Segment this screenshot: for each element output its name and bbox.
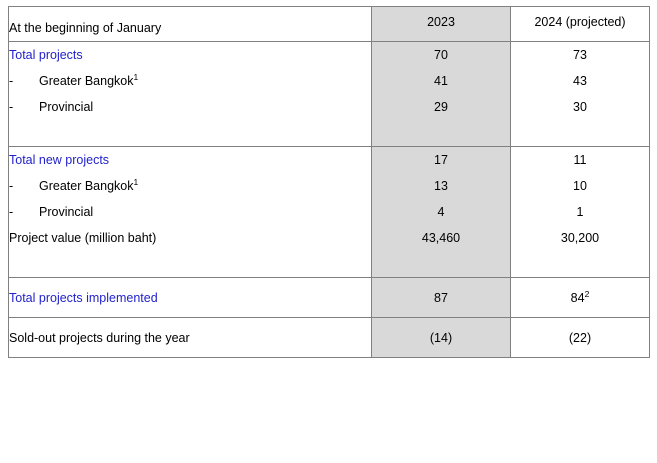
row-value-2024: 73: [511, 42, 650, 69]
row-value-2024-text: 84: [570, 290, 585, 305]
row-value-2024: (22): [511, 318, 650, 358]
row-bullet-dash: -: [9, 205, 14, 219]
row-value-2024: 30: [511, 94, 650, 120]
row-value-2023: (14): [372, 318, 511, 358]
table-row: [9, 173, 650, 199]
row-footnote-marker: 1: [133, 71, 139, 82]
group-spacer-row: [9, 251, 650, 278]
row-label: Project value (million baht): [9, 225, 372, 251]
row-value-2023: 4: [372, 199, 511, 225]
spacer-cell-2023: [372, 120, 511, 147]
row-footnote-marker: 2: [584, 288, 590, 299]
row-value-2024: 10: [511, 173, 650, 199]
table-row: [9, 94, 650, 120]
row-label: Total projects: [9, 48, 83, 62]
table-row: [9, 147, 650, 174]
row-value-2023: 70: [372, 42, 511, 69]
row-value-2024: 30,200: [511, 225, 650, 251]
table-row: [9, 199, 650, 225]
row-footnote-marker: 1: [133, 176, 139, 187]
row-label: Greater Bangkok: [39, 179, 134, 193]
spacer-cell-label: [9, 120, 372, 147]
row-value-2024: [511, 278, 650, 318]
table-row: [9, 42, 650, 69]
row-label: Greater Bangkok: [39, 74, 134, 88]
table-row: [9, 278, 650, 318]
header-cell-2023: 2023: [372, 7, 511, 42]
row-label: Total projects implemented: [9, 290, 158, 305]
row-value-2023: 41: [372, 68, 511, 94]
row-bullet-dash: -: [9, 100, 14, 114]
projects-table: [8, 6, 650, 358]
table-row: [9, 225, 650, 251]
row-value-2023: 13: [372, 173, 511, 199]
row-value-2023: 17: [372, 147, 511, 174]
row-value-2024: 43: [511, 68, 650, 94]
row-value-2023: 87: [372, 278, 511, 318]
row-value-2023: 43,460: [372, 225, 511, 251]
table-header-row: [9, 7, 650, 42]
row-label: Total new projects: [9, 153, 110, 167]
row-label: Sold-out projects during the year: [9, 318, 372, 358]
header-cell-2024: 2024 (projected): [511, 7, 650, 42]
spacer-cell-2023: [372, 251, 511, 278]
row-bullet-dash: -: [9, 179, 14, 193]
group-spacer-row: [9, 120, 650, 147]
row-value-2024: 11: [511, 147, 650, 174]
header-cell-label: At the beginning of January: [9, 7, 372, 42]
row-bullet-dash: -: [9, 74, 14, 88]
row-value-2023: 29: [372, 94, 511, 120]
spacer-cell-2024: [511, 120, 650, 147]
table-row: [9, 318, 650, 358]
row-value-2024: 1: [511, 199, 650, 225]
row-label: Provincial: [39, 205, 94, 219]
row-label: Provincial: [39, 100, 94, 114]
spacer-cell-2024: [511, 251, 650, 278]
table-row: [9, 68, 650, 94]
spacer-cell-label: [9, 251, 372, 278]
